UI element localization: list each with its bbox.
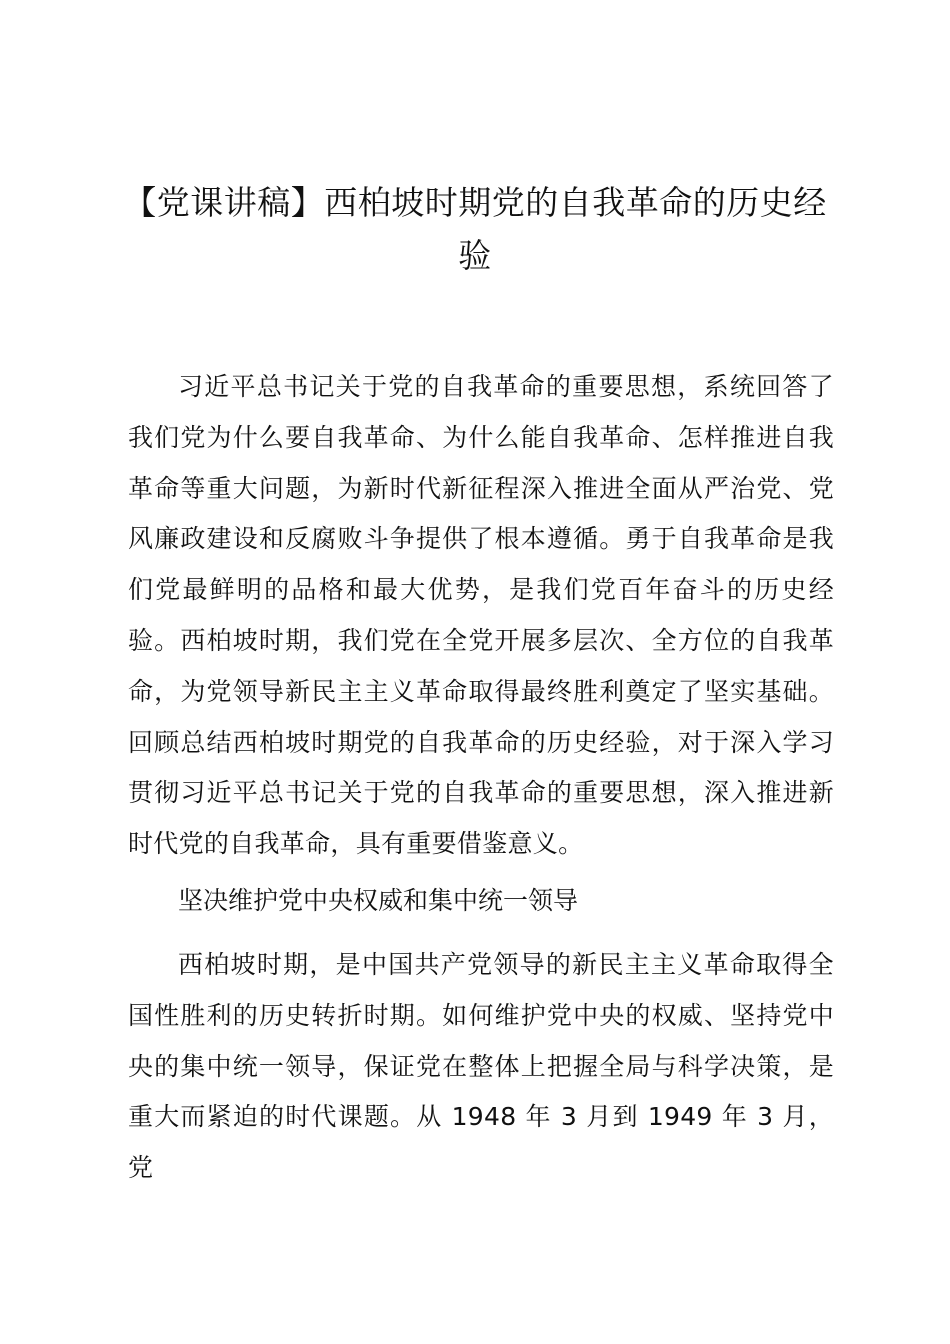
document-title: 【党课讲稿】西柏坡时期党的自我革命的历史经验: [123, 183, 827, 275]
body-paragraph: 西柏坡时期，是中国共产党领导的新民主主义革命取得全国性胜利的历史转折时期。如何维护党中央的权威、坚持党中央的集中统一领导，保证党在整体上把握全局与科学决策，是重大而紧迫的时代课题。从 1948 年 3 月到 1949 年 3 月，党: [128, 950, 834, 1183]
section-heading: 坚决维护党中央权威和集中统一领导: [178, 886, 579, 915]
intro-paragraph: 习近平总书记关于党的自我革命的重要思想，系统回答了我们党为什么要自我革命、为什么能自我革命、怎样推进自我革命等重大问题，为新时代新征程深入推进全面从严治党、党风廉政建设和反腐败斗争提供了根本遵循。勇于自我革命是我们党最鲜明的品格和最大优势，是我们党百年奋斗的历史经验。西柏坡时期，我们党在全党开展多层次、全方位的自我革命，为党领导新民主主义革命取得最终胜利奠定了坚实基础。回顾总结西柏坡时期党的自我革命的历史经验，对于深入学习贯彻习近平总书记关于党的自我革命的重要思想，深入推进新时代党的自我革命，具有重要借鉴意义。: [128, 372, 834, 859]
